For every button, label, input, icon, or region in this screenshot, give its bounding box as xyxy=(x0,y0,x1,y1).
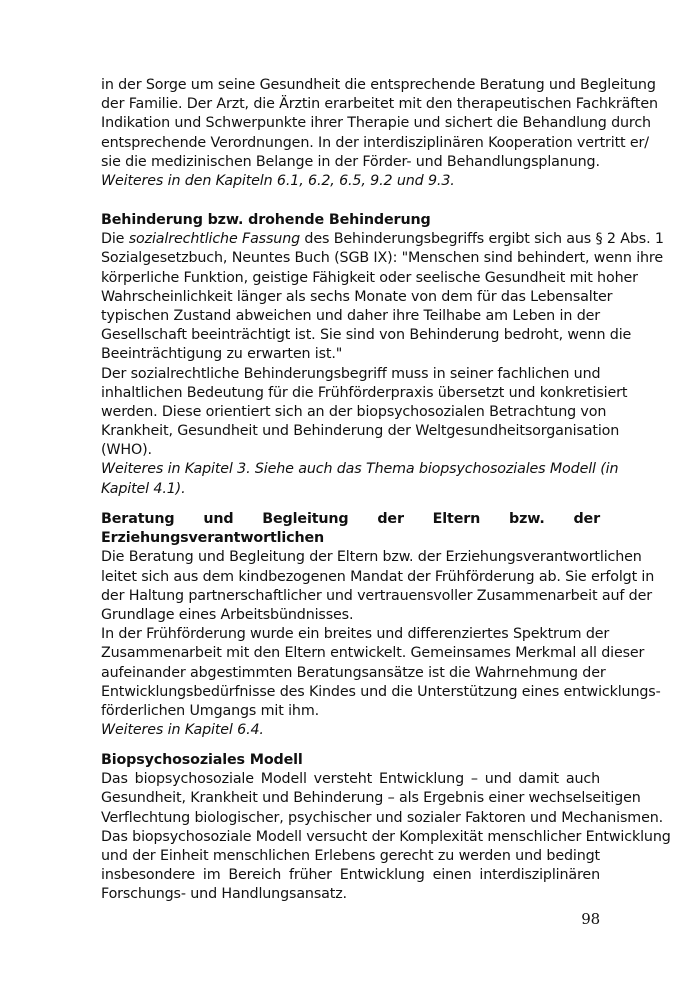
section-beratung xyxy=(101,510,661,740)
text-segment: Die xyxy=(101,231,129,248)
section-heading: Biopsychosoziales Modell xyxy=(101,752,303,768)
text-line: sie die medizinischen Belange in der Förder- und Behandlungsplanung. xyxy=(101,153,600,170)
text-line xyxy=(101,230,664,249)
text-line: förderlichen Umgangs mit ihm. xyxy=(101,702,319,719)
text-line: Krankheit, Gesundheit und Behinderung der Weltgesundheitsorganisation xyxy=(101,423,620,440)
text-line: Die Beratung und Begleitung der Eltern bzw. der Erziehungsverantwortlichen xyxy=(101,549,642,566)
text-line: werden. Diese orientiert sich an der biopsychosozialen Betrachtung von xyxy=(101,403,607,420)
text-line: inhaltlichen Bedeutung für die Frühförderpraxis übersetzt und konkretisiert xyxy=(101,384,628,401)
text-line: Verflechtung biologischer, psychischer und sozialer Faktoren und Mechanismen. xyxy=(101,809,664,826)
text-line: insbesondere im Bereich früher Entwicklung einen interdisziplinären xyxy=(101,867,600,884)
text-line: Entwicklungsbedürfnisse des Kindes und die Unterstützung eines entwicklungs- xyxy=(101,683,661,700)
page-number: 98 xyxy=(581,910,600,928)
text-line: Gesellschaft beeinträchtigt ist. Sie sind von Behinderung bedroht, wenn die xyxy=(101,327,632,344)
text-line: Indikation und Schwerpunkte ihrer Therapie und sichert die Behandlung durch xyxy=(101,115,651,132)
text-line: der Haltung partnerschaftlicher und vertrauensvoller Zusammenarbeit auf der xyxy=(101,587,652,604)
text-line: Der sozialrechtliche Behinderungsbegriff muss in seiner fachlichen und xyxy=(101,365,601,382)
text-line: Wahrscheinlichkeit länger als sechs Monate von dem für das Lebensalter xyxy=(101,288,613,305)
text-line: entsprechende Verordnungen. In der interdisziplinären Kooperation vertritt er/ xyxy=(101,134,649,151)
section-biopsychosoziales-modell xyxy=(101,751,671,905)
section-heading: Behinderung bzw. drohende Behinderung xyxy=(101,212,431,228)
chapter-reference: Weiteres in Kapitel 3. Siehe auch das Thema biopsychosoziales Modell (in xyxy=(101,461,619,478)
chapter-reference: Kapitel 4.1). xyxy=(101,480,186,497)
text-segment: des Behinderungsbegriffs ergibt sich aus § 2 Abs. 1 xyxy=(300,231,664,248)
text-line: Das biopsychosoziale Modell versucht der Komplexität menschlicher Entwicklung xyxy=(101,828,671,845)
text-line: typischen Zustand abweichen und daher ihre Teilhabe am Leben in der xyxy=(101,307,600,324)
text-line: Das biopsychosoziale Modell versteht Entwicklung – und damit auch xyxy=(101,771,600,788)
text-line: Zusammenarbeit mit den Eltern entwickelt. Gemeinsames Merkmal all dieser xyxy=(101,645,645,662)
text-line: Forschungs- und Handlungsansatz. xyxy=(101,886,347,903)
text-line: Beeinträchtigung zu erwarten ist." xyxy=(101,346,343,363)
intro-paragraph xyxy=(101,76,658,191)
section-heading: Erziehungsverantwortlichen xyxy=(101,530,325,547)
text-line: In der Frühförderung wurde ein breites und differenziertes Spektrum der xyxy=(101,626,610,643)
chapter-reference: Weiteres in Kapitel 6.4. xyxy=(101,722,264,739)
text-line: Gesundheit, Krankheit und Behinderung – als Ergebnis einer wechselseitigen xyxy=(101,790,641,807)
text-line: aufeinander abgestimmten Beratungsansätze ist die Wahrnehmung der xyxy=(101,664,606,681)
text-line: Grundlage eines Arbeitsbündnisses. xyxy=(101,606,354,623)
text-line: Sozialgesetzbuch, Neuntes Buch (SGB IX): "Menschen sind behindert, wenn ihre xyxy=(101,250,663,267)
text-line: der Familie. Der Arzt, die Ärztin erarbeitet mit den therapeutischen Fachkräften xyxy=(101,96,658,113)
emphasis-term: sozialrechtliche Fassung xyxy=(128,231,301,248)
text-line: in der Sorge um seine Gesundheit die entsprechende Beratung und Begleitung xyxy=(101,77,656,93)
section-behinderung xyxy=(101,211,664,499)
text-line: körperliche Funktion, geistige Fähigkeit oder seelische Gesundheit mit hoher xyxy=(101,269,638,286)
section-heading: Beratung und Begleitung der Eltern bzw. der xyxy=(101,511,600,527)
text-line: (WHO). xyxy=(101,442,152,459)
text-line: leitet sich aus dem kindbezogenen Mandat der Frühförderung ab. Sie erfolgt in xyxy=(101,568,655,585)
text-line: und der Einheit menschlichen Erlebens gerecht zu werden und bedingt xyxy=(101,847,600,864)
chapter-reference: Weiteres in den Kapiteln 6.1, 6.2, 6.5, 9.2 und 9.3. xyxy=(101,172,455,189)
